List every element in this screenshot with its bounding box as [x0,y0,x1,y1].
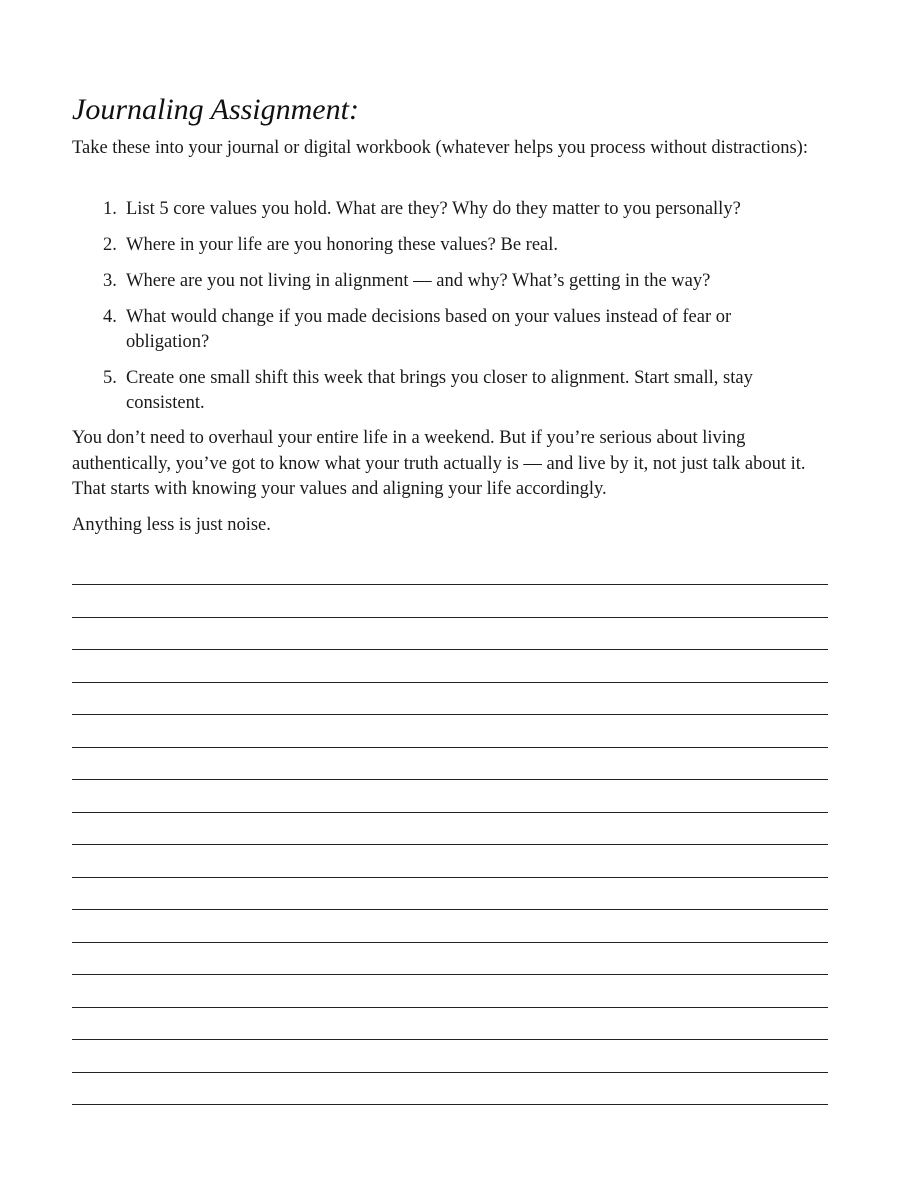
writing-line [72,779,828,780]
prompt-text: Create one small shift this week that brings you closer to alignment. Start small, stay consistent. [126,368,753,413]
prompt-item [72,269,802,294]
prompt-text: Where in your life are you honoring these values? Be real. [126,235,559,255]
writing-line [72,1039,828,1040]
writing-line [72,844,828,845]
writing-line [72,617,828,618]
writing-line [72,1104,828,1105]
writing-line [72,909,828,910]
page-title: Journaling Assignment: [72,93,359,126]
prompt-item [72,233,802,258]
writing-line [72,714,828,715]
prompt-text: List 5 core values you hold. What are they? Why do they matter to you personally? [126,199,741,219]
prompt-list [72,197,802,427]
writing-line [72,877,828,878]
prompt-item [72,197,802,222]
prompt-item [72,366,802,416]
writing-line [72,942,828,943]
prompt-item [72,305,802,355]
closing-paragraph: You don’t need to overhaul your entire life in a weekend. But if you’re serious about living authentically, you’ve got to know what your truth actually is — and live by it, not just talk about it. That starts with knowing your values and aligning your life accordingly. [72,428,806,499]
prompt-number: 2. [103,235,117,255]
writing-line [72,1007,828,1008]
writing-line [72,649,828,650]
prompt-number: 5. [103,368,117,388]
prompt-number: 4. [103,307,117,327]
writing-line [72,682,828,683]
prompt-text: What would change if you made decisions based on your values instead of fear or obligation? [126,307,732,352]
writing-line [72,1072,828,1073]
intro-paragraph: Take these into your journal or digital workbook (whatever helps you process without distractions): [72,138,808,158]
writing-line [72,747,828,748]
prompt-number: 3. [103,271,117,291]
final-statement: Anything less is just noise. [72,515,271,535]
writing-line [72,974,828,975]
writing-line [72,584,828,585]
prompt-number: 1. [103,199,117,219]
writing-line [72,812,828,813]
prompt-text: Where are you not living in alignment — and why? What’s getting in the way? [126,271,711,291]
